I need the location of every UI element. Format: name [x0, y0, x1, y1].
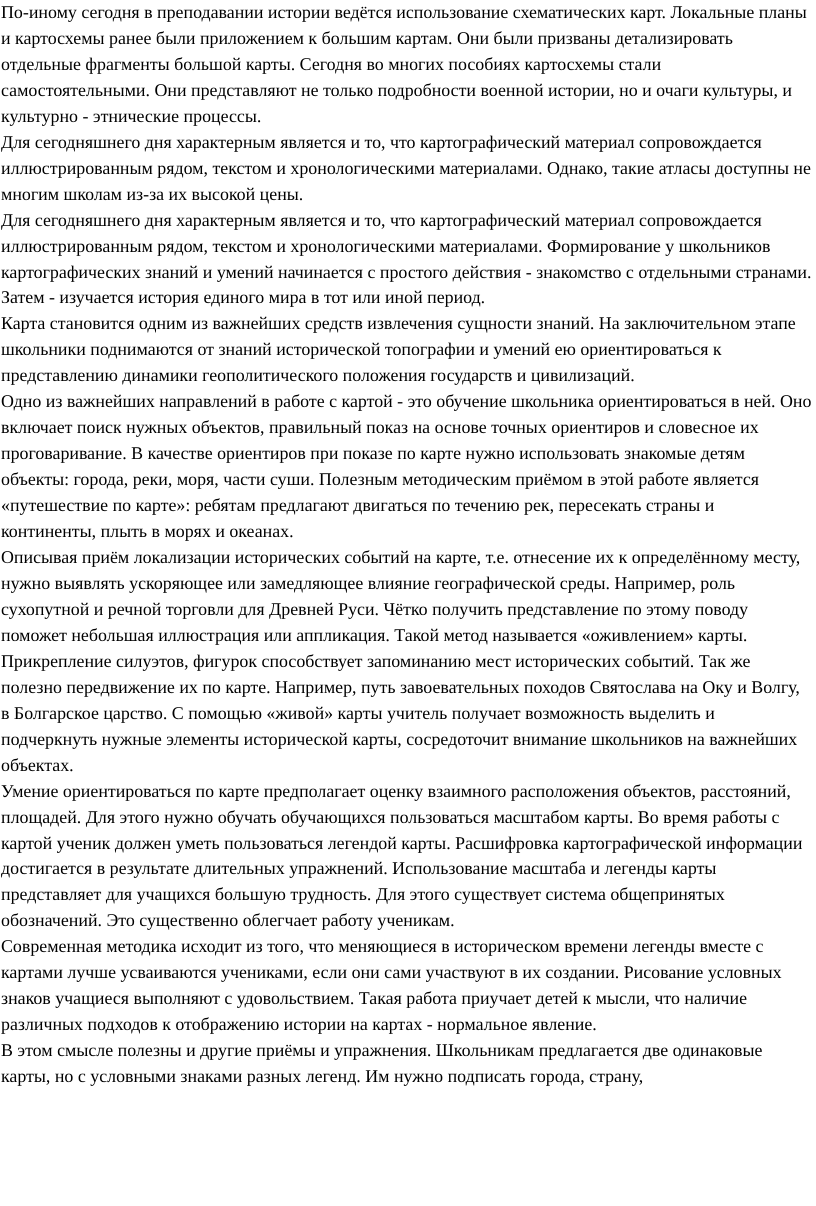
paragraph: Карта становится одним из важнейших средств извлечения сущности знаний. На заключительном этапе школьники поднимаются от знаний исторической топографии и умений ею ориентироваться к представлению динамики геополитического положения государств и цивилизаций. [1, 313, 796, 386]
paragraph: По-иному сегодня в преподавании истории ведётся использование схематических карт. Локальные планы и картосхемы ранее были приложением к большим картам. Они были призваны детализировать отдельные фрагменты большой карты. Сегодня во многих пособиях картосхемы стали самостоятельными. Они представляют не только подробности военной истории, но и очаги культуры, и культурно - этнические процессы. [1, 2, 807, 126]
paragraph: Описывая приём локализации исторических событий на карте, т.е. отнесение их к определённому месту, нужно выявлять ускоряющее или замедляющее влияние географической среды. Например, роль сухопутной и речной торговли для Древней Руси. Чётко получить представление по этому поводу поможет небольшая иллюстрация или аппликация. Такой метод называется «оживлением» карты. Прикрепление силуэтов, фигурок способствует запоминанию мест исторических событий. Так же полезно передвижение их по карте. Например, путь завоевательных походов Святослава на Оку и Волгу, в Болгарское царство. С помощью «живой» карты учитель получает возможность выделить и подчеркнуть нужные элементы исторической карты, сосредоточит внимание школьников на важнейших объектах. [1, 547, 801, 775]
paragraph: Одно из важнейших направлений в работе с картой - это обучение школьника ориентироваться в ней. Оно включает поиск нужных объектов, правильный показ на основе точных ориентиров и словесное их проговаривание. В качестве ориентиров при показе по карте нужно использовать знакомые детям объекты: города, реки, моря, части суши. Полезным методическим приёмом в этой работе является «путешествие по карте»: ребятам предлагают двигаться по течению рек, пересекать страны и континенты, плыть в морях и океанах. [1, 391, 812, 542]
paragraph: Для сегодняшнего дня характерным является и то, что картографический материал сопровождается иллюстрированным рядом, текстом и хронологическими материалами. Однако, такие атласы доступны не многим школам из-за их высокой цены. [1, 131, 811, 204]
paragraph: Умение ориентироваться по карте предполагает оценку взаимного расположения объектов, расстояний, площадей. Для этого нужно обучать обучающихся пользоваться масштабом карты. Во время работы с картой ученик должен уметь пользоваться легендой карты. Расшифровка картографической информации достигается в результате длительных упражнений. Использование масштаба и легенды карты представляет для учащихся большую трудность. Для этого существует система общепринятых обозначений. Это существенно облегчает работу ученикам. [1, 780, 803, 931]
paragraph: В этом смысле полезны и другие приёмы и упражнения. Школьникам предлагается две одинаковые карты, но с условными знаками разных легенд. Им нужно подписать города, страну, [1, 1040, 763, 1087]
paragraph: Современная методика исходит из того, что меняющиеся в историческом времени легенды вместе с картами лучше усваиваются учениками, если они сами участвуют в их создании. Рисование условных знаков учащиеся выполняют с удовольствием. Такая работа приучает детей к мысли, что наличие различных подходов к отображению истории на картах - нормальное явление. [1, 936, 782, 1035]
paragraph: Для сегодняшнего дня характерным является и то, что картографический материал сопровождается иллюстрированным рядом, текстом и хронологическими материалами. Формирование у школьников картографических знаний и умений начинается с простого действия - знакомство с отдельными странами. Затем - изучается история единого мира в тот или иной период. [1, 209, 812, 308]
